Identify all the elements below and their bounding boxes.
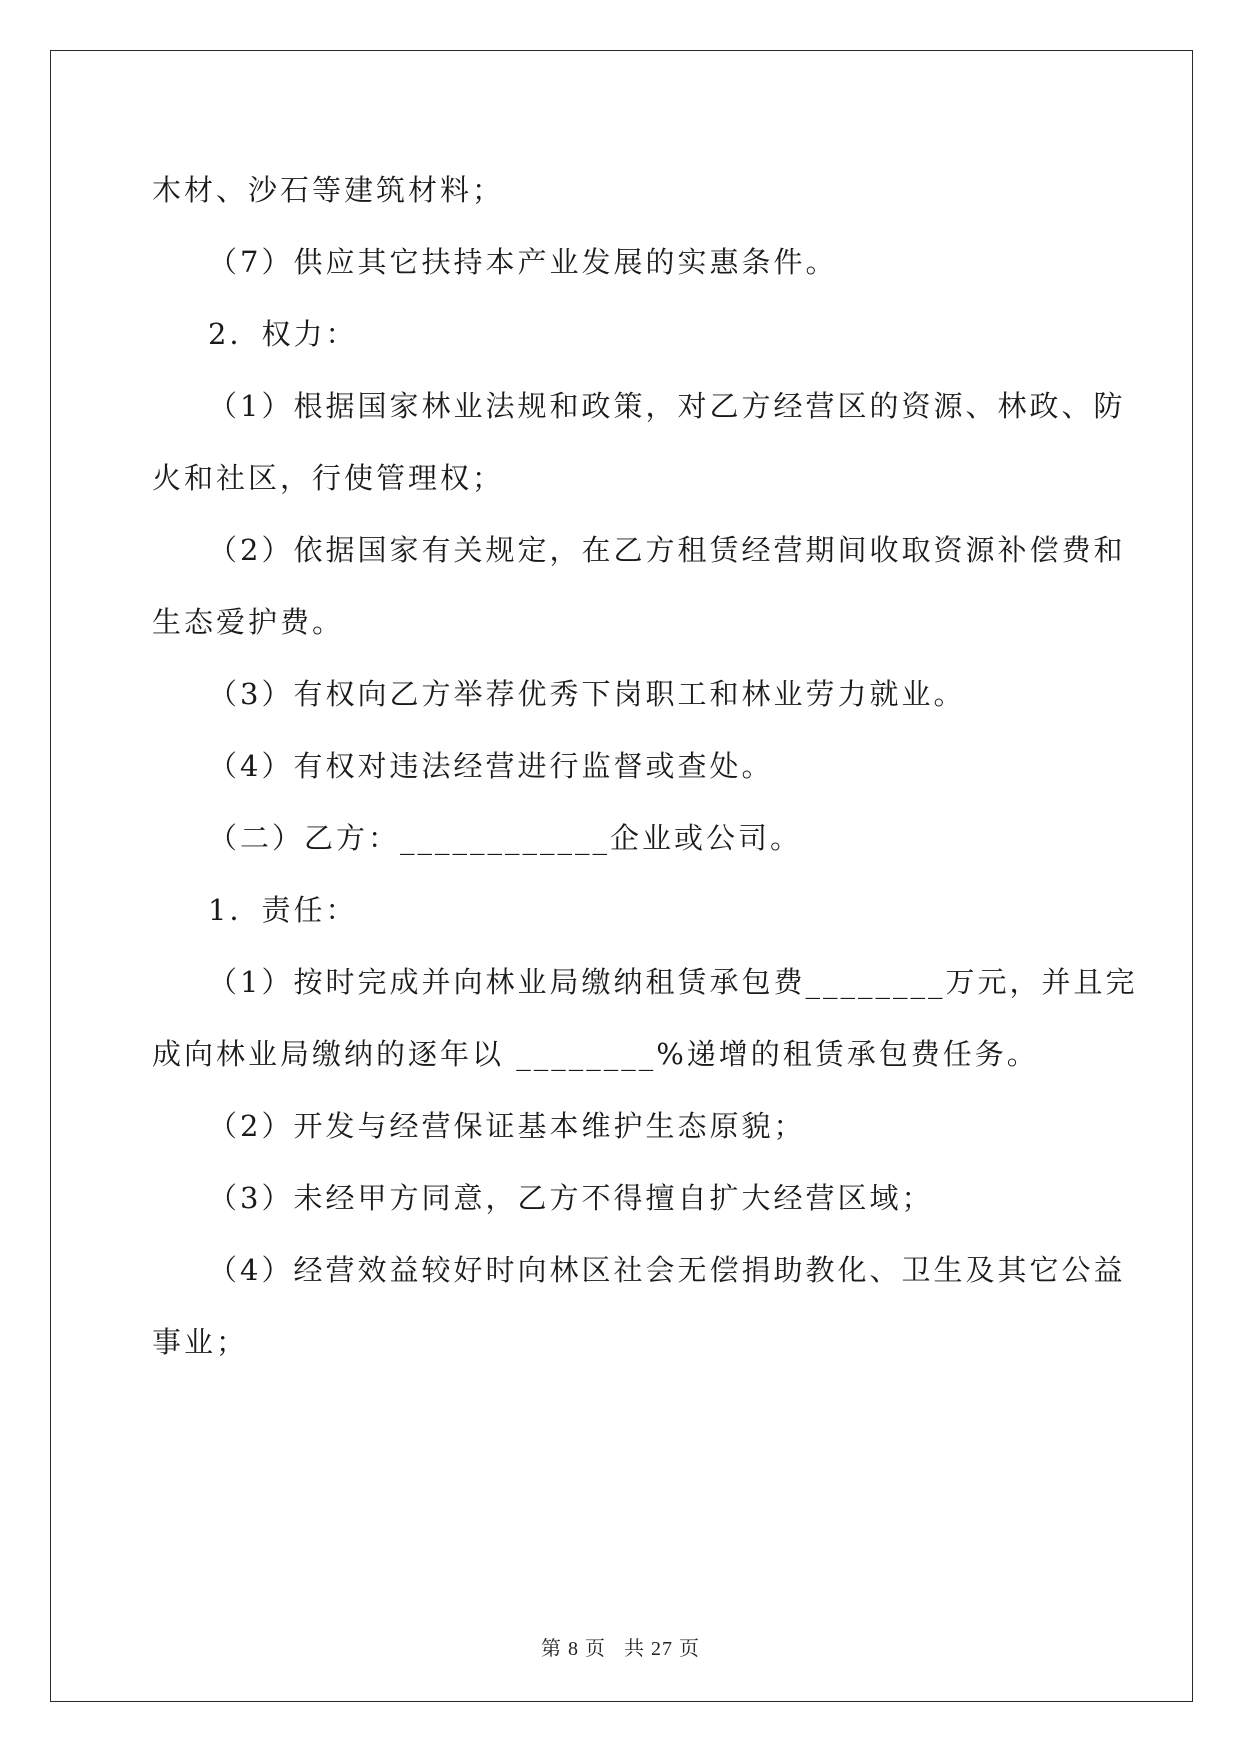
text-line: （1）根据国家林业法规和政策，对乙方经营区的资源、林政、防 [208,389,1126,423]
page-footer [0,1632,1241,1661]
text-line: （4）经营效益较好时向林区社会无偿捐助教化、卫生及其它公益 [208,1253,1126,1287]
text-line: 生态爱护费。 [152,605,345,639]
text-line: 1．责任： [208,893,358,927]
text-line: （二）乙方：____________企业或公司。 [208,821,803,855]
text-line: 事业； [152,1325,249,1359]
text-line: （2）开发与经营保证基本维护生态原貌； [208,1109,806,1143]
text-line: （1）按时完成并向林业局缴纳租赁承包费________万元，并且完 [208,965,1138,999]
text-line: （3）未经甲方同意，乙方不得擅自扩大经营区域； [208,1181,934,1215]
text-line: （2）依据国家有关规定，在乙方租赁经营期间收取资源补偿费和 [208,533,1126,567]
text-line: 木材、沙石等建筑材料； [152,173,505,207]
text-line: （3）有权向乙方举荐优秀下岗职工和林业劳力就业。 [208,677,966,711]
text-line: 火和社区，行使管理权； [152,461,505,495]
text-line: （7）供应其它扶持本产业发展的实惠条件。 [208,245,838,279]
text-line: 成向林业局缴纳的逐年以 ________%递增的租赁承包费任务。 [152,1037,1039,1071]
page-number-current: 第 8 页 [541,1638,606,1660]
page-border [50,50,1193,1702]
text-line: 2．权力： [208,317,358,351]
page-number-total: 共 27 页 [624,1638,700,1660]
text-line: （4）有权对违法经营进行监督或查处。 [208,749,774,783]
